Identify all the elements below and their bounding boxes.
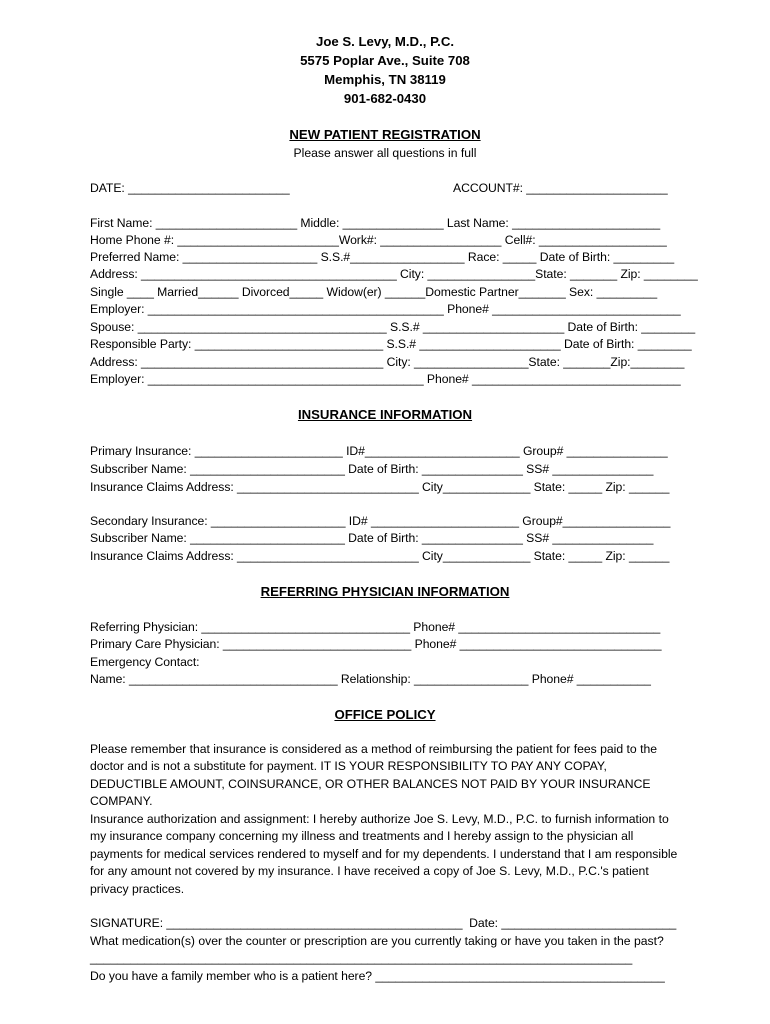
registration-title: NEW PATIENT REGISTRATION	[289, 127, 481, 142]
patient-address-line[interactable]: Address: ______________________________________ City: ________________State: _______ Zip: ________	[90, 267, 698, 281]
referring-physician-line[interactable]: Referring Physician: _______________________________ Phone# ______________________________	[90, 620, 661, 634]
spouse-line[interactable]: Spouse: _____________________________________ S.S.# _____________________ Date of Birth: ________	[90, 320, 696, 334]
family-member-question[interactable]: Do you have a family member who is a patient here? ___________________________________________	[90, 969, 665, 983]
insurance-title: INSURANCE INFORMATION	[297, 407, 473, 422]
secondary-insurance-line[interactable]: Secondary Insurance: ____________________ ID# ______________________ Group#________________	[90, 514, 671, 528]
office-policy-title: OFFICE POLICY	[334, 707, 436, 722]
date-field[interactable]: DATE: ________________________	[90, 181, 290, 195]
account-field[interactable]: ACCOUNT#: _____________________	[453, 181, 668, 195]
patient-name-line[interactable]: First Name: _____________________ Middle: _______________ Last Name: ______________________	[90, 216, 661, 230]
preferred-name-line[interactable]: Preferred Name: ____________________ S.S.#_________________ Race: _____ Date of Birth: _________	[90, 250, 675, 264]
office-policy-paragraph-2: Insurance authorization and assignment: I hereby authorize Joe S. Levy, M.D., P.C. to furnish information to my insurance company concerning my illness and treatments and I hereby assign to the physician all payments for medical services rendered to myself and for my dependents. I understand that I am responsible for any amount not covered by my insurance. I have received a copy of Joe S. Levy, M.D., P.C.'s patient privacy practices.	[90, 812, 678, 896]
secondary-claims-address-line[interactable]: Insurance Claims Address: ___________________________ City_____________ State: _____ Zip: ______	[90, 549, 670, 563]
responsible-employer-line[interactable]: Employer: _________________________________________ Phone# _______________________________	[90, 372, 681, 386]
primary-care-line[interactable]: Primary Care Physician: ____________________________ Phone# ______________________________	[90, 637, 662, 651]
practice-name: Joe S. Levy, M.D., P.C.	[315, 34, 455, 49]
practice-city: Memphis, TN 38119	[324, 72, 446, 87]
emergency-contact-label: Emergency Contact:	[90, 655, 200, 669]
responsible-address-line[interactable]: Address: ____________________________________ City: _________________State: _______Zip:________	[90, 355, 685, 369]
primary-claims-address-line[interactable]: Insurance Claims Address: ___________________________ City_____________ State: _____ Zip: ______	[90, 480, 670, 494]
registration-subtitle: Please answer all questions in full	[293, 146, 477, 160]
patient-phone-line[interactable]: Home Phone #: ________________________Work#: __________________ Cell#: ___________________	[90, 233, 667, 247]
emergency-contact-line[interactable]: Name: _______________________________ Relationship: _________________ Phone# ___________	[90, 672, 651, 686]
referring-title: REFERRING PHYSICIAN INFORMATION	[260, 584, 510, 599]
practice-address: 5575 Poplar Ave., Suite 708	[300, 53, 470, 68]
signature-line[interactable]: SIGNATURE: ____________________________________________ Date: __________________________	[90, 916, 677, 930]
practice-phone: 901-682-0430	[343, 91, 427, 106]
medication-question[interactable]: What medication(s) over the counter or prescription are you currently taking or have you taken in the past? ________________________________________________________________________________	[90, 934, 664, 966]
primary-subscriber-line[interactable]: Subscriber Name: _______________________ Date of Birth: _______________ SS# _______________	[90, 462, 654, 476]
office-policy-paragraph-1: Please remember that insurance is considered as a method of reimbursing the patient for fees paid to the doctor and is not a substitute for payment. IT IS YOUR RESPONSIBILITY TO PAY ANY COPAY, DEDUCTIBLE AMOUNT, COINSURANCE, OR OTHER BALANCES NOT PAID BY YOUR INSURANCE COMPANY.	[90, 742, 658, 809]
marital-status-line[interactable]: Single ____ Married______ Divorced_____ Widow(er) ______Domestic Partner_______ Sex: _________	[90, 285, 658, 299]
secondary-subscriber-line[interactable]: Subscriber Name: _______________________ Date of Birth: _______________ SS# _______________	[90, 531, 654, 545]
responsible-party-line[interactable]: Responsible Party: ____________________________ S.S.# _____________________ Date of Birth: ________	[90, 337, 692, 351]
primary-insurance-line[interactable]: Primary Insurance: ______________________ ID#_______________________ Group# _______________	[90, 444, 668, 458]
patient-employer-line[interactable]: Employer: ____________________________________________ Phone# ____________________________	[90, 302, 681, 316]
